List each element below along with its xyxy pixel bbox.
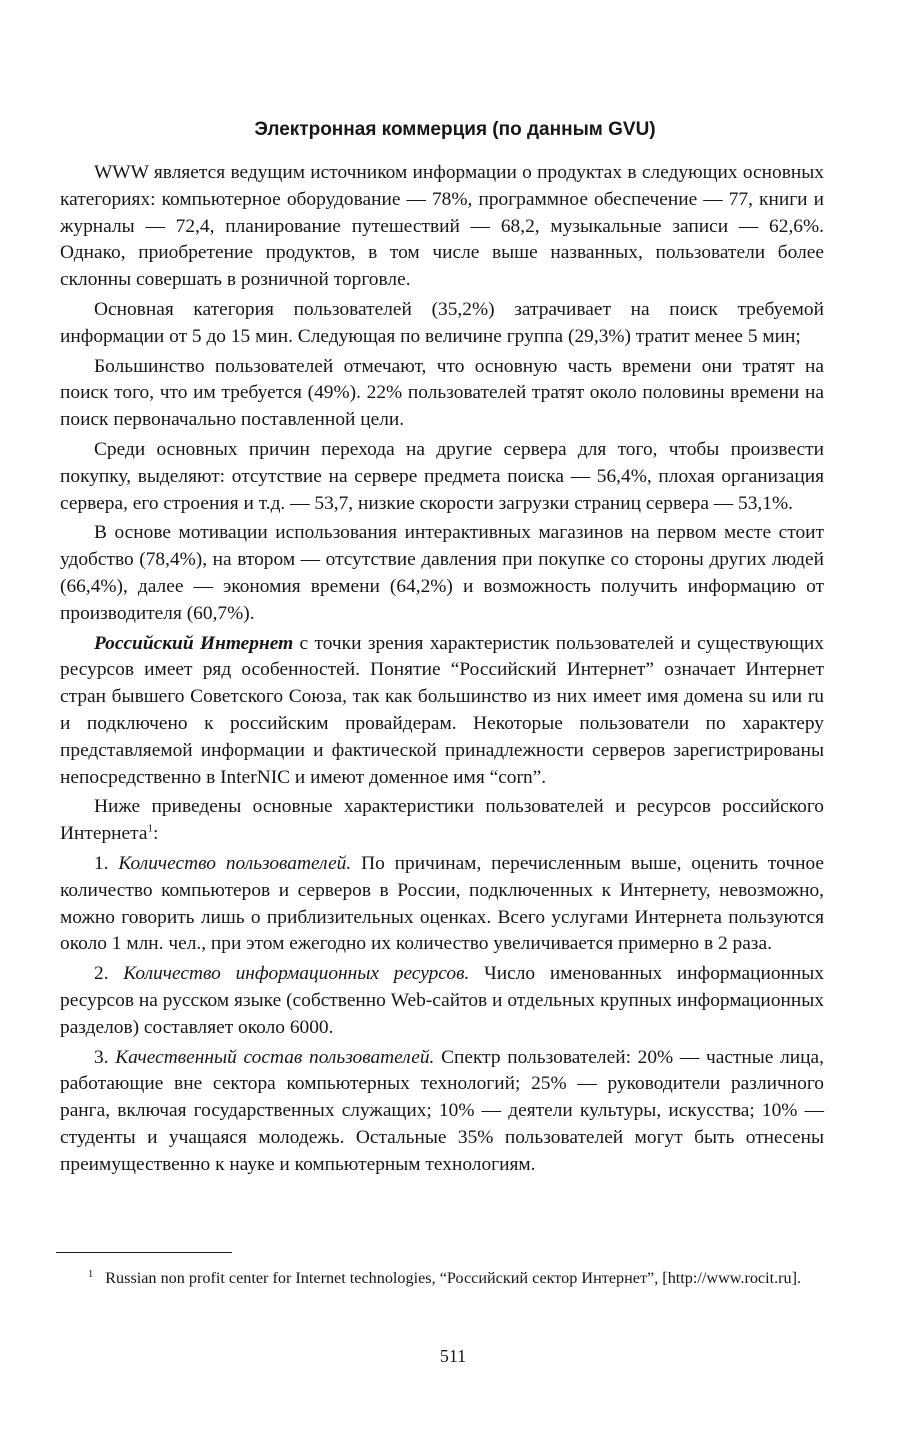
- list-item-users-count: [60, 851, 824, 958]
- footnote: [60, 1268, 830, 1289]
- paragraph-russian-internet: [60, 631, 824, 792]
- footnote-number: 1: [88, 1268, 94, 1280]
- paragraph-search-time: Основная категория пользователей (35,2%) затрачивает на поиск требуемой информации от 5 до 15 мин. Следующая по величине группа (29,3%) тратит менее 5 мин;: [60, 298, 824, 347]
- paragraph-russian-internet-text: с точки зрения характеристик пользователей и существующих ресурсов имеет ряд особенностей. Понятие “Российский Интернет” означает Интернет стран бывшего Советского Союза, так как большинство из них имеет имя домена su или ru и подключено к российским провайдерам. Некоторые пользователи по характеру представляемой информации и фактической принадлежности серверов зарегистрированы непосредственно в InterNIC и имеют доменное имя “corn”.: [60, 632, 824, 788]
- list-item-text: Число именованных информационных ресурсов на русском языке (собственно Web-сайтов и отдельных крупных информационных разделов) составляет около 6000.: [60, 963, 825, 1038]
- characteristics-intro-text: Ниже приведены основные характеристики пользователей и ресурсов российского Интернета: [60, 796, 824, 845]
- term-russian-internet: Российский Интернет: [94, 632, 294, 654]
- list-item-text: Спектр пользователей: 20% — частные лица, работающие вне сектора компьютерных технологий; 25% — руководители различного ранга, включая государственных служащих; 10% — деятели культуры, искусства; 10% — студенты и учащаяся молодежь. Остальные 35% пользователей могут быть отнесены преимущественно к науке и компьютерным технологиям.: [60, 1046, 824, 1175]
- list-item-users-composition: [60, 1045, 824, 1179]
- list-item-number: 2.: [94, 963, 124, 985]
- footnote-ref: 1: [147, 822, 153, 835]
- list-item-number: 3.: [94, 1046, 116, 1068]
- list-item-resources-count: [60, 961, 824, 1041]
- paragraph-characteristics-intro: [60, 794, 824, 848]
- list-item-text: По причинам, перечисленным выше, оценить точное количество компьютеров и серверов в России, подключенных к Интернету, невозможно, можно говорить лишь о приблизительных оценках. Всего услугами Интернета пользуются около 1 млн. чел., при этом ежегодно их количество увеличивается примерно в 2 раза.: [60, 852, 824, 955]
- paragraph-motivation: В основе мотивации использования интерактивных магазинов на первом месте стоит удобство (78,4%), на втором — отсутствие давления при покупке со стороны других людей (66,4%), далее — экономия времени (64,2%) и возможность получить информацию от производителя (60,7%).: [60, 522, 824, 624]
- paragraph-switch-reasons: Среди основных причин перехода на другие сервера для того, чтобы произвести покупку, выделяют: отсутствие на сервере предмета поиска — 56,4%, плохая организация сервера, его строения и т.д. — 53,7, низкие скорости загрузки страниц сервера — 53,1%.: [60, 438, 824, 514]
- list-item-number: 1.: [94, 852, 119, 874]
- paragraph-www-categories: WWW является ведущим источником информации о продуктах в следующих основных категориях: компьютерное оборудование — 78%, программное обеспечение — 77, книги и журналы — 72,4, планирование путешествий — 68,2, музыкальные записи — 62,6%. Однако, приобретение продуктов, в том числе выше названных, пользователи более склонны совершать в розничной торговле.: [60, 162, 824, 291]
- list-item-term: Качественный состав пользователей.: [115, 1046, 435, 1068]
- page-number: 511: [439, 1346, 467, 1366]
- footnote-divider: [56, 1252, 232, 1253]
- list-item-term: Количество информационных ресурсов.: [123, 963, 470, 985]
- paragraph-search-effort: Большинство пользователей отмечают, что основную часть времени они тратят на поиск того, что им требуется (49%). 22% пользователей тратят около половины времени на поиск первоначально поставленной цели.: [60, 355, 824, 431]
- characteristics-intro-tail: :: [152, 823, 159, 845]
- body-text: [60, 160, 824, 1181]
- list-item-term: Количество пользователей.: [118, 852, 352, 874]
- section-title: Электронная коммерция (по данным GVU): [254, 119, 656, 140]
- footnote-text: Russian non profit center for Internet technologies, “Российский сектор Интернет”, [http://www.rocit.ru].: [105, 1269, 802, 1287]
